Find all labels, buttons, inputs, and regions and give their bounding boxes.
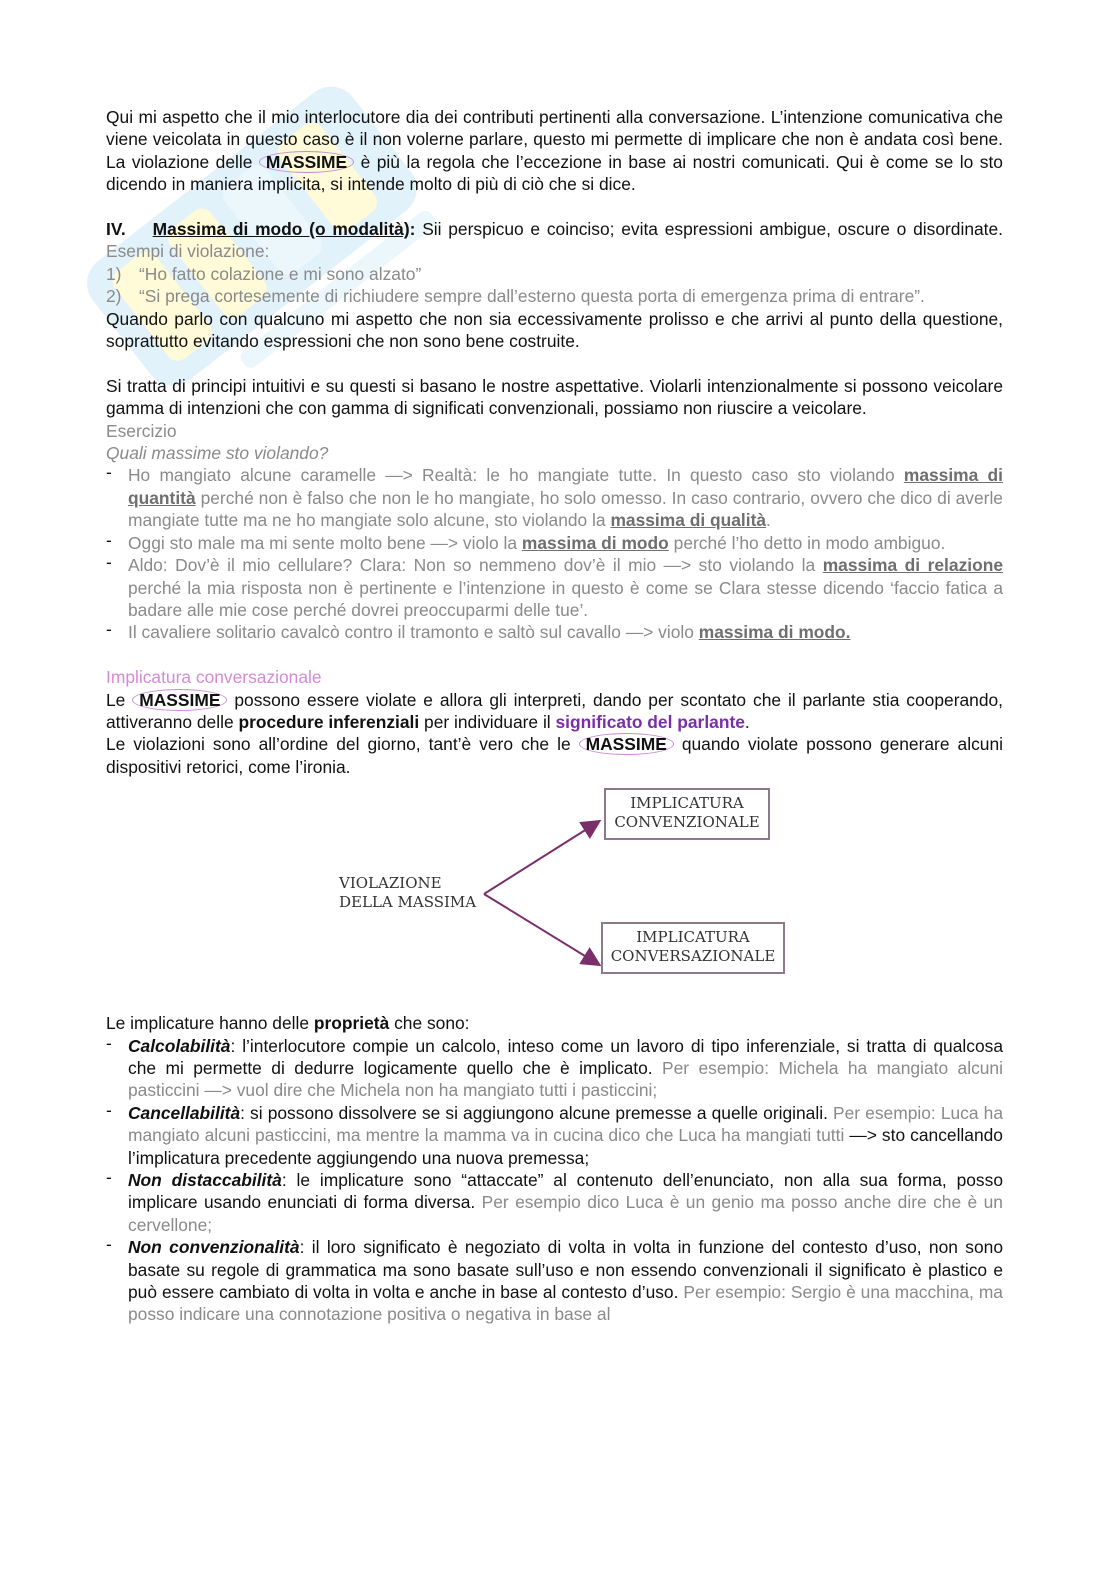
- section-iv-heading: IV. Massima di modo (o modalità): Sii perspicuo e coinciso; evita espressioni ambigue, oscure o disordinate. Esempi di violazione:: [106, 219, 1003, 262]
- properties-list: [106, 1032, 1003, 1326]
- paragraph-principi: Si tratta di principi intuitivi e su questi si basano le nostre aspettative. Violarli intenzionalmente si possono veicolare gamma di intenzioni che con gamma di significati convenzionali, possiamo non riuscire a veicolare.: [106, 375, 1003, 419]
- paragraph-implicatura-1: Le MASSIME possono essere violate e allora gli interpreti, dando per scontato che il parlante stia cooperando, attiveranno delle procedure inferenziali per individuare il significato del parlante.: [106, 689, 1004, 732]
- implicatura-heading: Implicatura conversazionale: [106, 667, 322, 688]
- massime-circled: MASSIME: [579, 733, 674, 755]
- list-item: - Non convenzionalità: il loro significato è negoziato di volta in volta in funzione del contesto d’uso, non sono basate su regole di grammatica ma sono basate sull’uso e non essendo convenzionali il significato è plastico e può essere cambiato di volta in volta e anche in base al contesto d’uso. Per esempio: Sergio è una macchina, ma posso indicare una connotazione positiva o negativa in base al: [106, 1234, 1003, 1325]
- diagram-arrows: [106, 780, 1003, 1008]
- exercise-label: Esercizio: [106, 420, 177, 441]
- list-item: - Ho mangiato alcune caramelle —> Realtà: le ho mangiate tutte. In questo caso sto violando massima di quantità perché non è falso che non le ho mangiate, ho solo omesso. In caso contrario, ovvero che dico di averle mangiate tutte ma ne ho mangiate solo alcune, sto violando la massima di qualità.: [106, 462, 1003, 531]
- list-item: 2) “Si prega cortesemente di richiudere sempre dall’esterno questa porta di emergenza prima di entrare”.: [106, 286, 925, 307]
- diagram-source-label: VIOLAZIONE DELLA MASSIMA: [339, 874, 477, 912]
- massime-circled: MASSIME: [259, 151, 354, 173]
- exercise-list: [106, 464, 1003, 643]
- examples-list: [106, 263, 1003, 308]
- document-page: [106, 106, 1003, 1326]
- arrow-top: [484, 822, 598, 894]
- list-item: - Il cavaliere solitario cavalcò contro il tramonto e saltò sul cavallo —> violo massima di modo.: [106, 619, 851, 643]
- list-item: - Oggi sto male ma mi sente molto bene —> violo la massima di modo perché l’ho detto in modo ambiguo.: [106, 529, 946, 553]
- violazione-diagram: [106, 780, 1003, 1008]
- list-item: - Aldo: Dov’è il mio cellulare? Clara: Non so nemmeno dov’è il mio —> sto violando la massima di relazione perché la mia risposta non è pertinente e l’intenzione in questo è come se Clara stesse dicendo ‘faccio fatica a badare alle mie cose perché dovrei preoccuparmi delle tue’.: [106, 552, 1004, 620]
- section-number: IV.: [106, 219, 126, 240]
- paragraph-relazione-end: Qui mi aspetto che il mio interlocutore dia dei contributi pertinenti alla conversazione. L’intenzione comunicativa che viene veicolata in questo caso è il non volerne parlare, questo mi permette di implicare che non è andata così bene. La violazione delle MASSIME è più la regola che l’eccezione in base ai nostri comunicati. Qui è come se lo sto dicendo in maniera implicita, si intende molto di più di ciò che si dice.: [106, 107, 1003, 195]
- examples-label: Esempi di violazione:: [106, 241, 270, 262]
- box-implicatura-conversazionale: IMPLICATURA CONVERSAZIONALE: [601, 922, 785, 974]
- box-implicatura-convenzionale: IMPLICATURA CONVENZIONALE: [604, 788, 770, 840]
- massime-circled: MASSIME: [132, 689, 227, 711]
- paragraph-modo-explanation: Quando parlo con qualcuno mi aspetto che non sia eccessivamente prolisso e che arrivi al punto della questione, soprattutto evitando espressioni che non sono bene costruite.: [106, 308, 1003, 352]
- significato-del-parlante: significato del parlante: [555, 711, 745, 732]
- exercise-question: Quali massime sto violando?: [106, 443, 329, 464]
- properties-intro: Le implicature hanno delle proprietà che sono:: [106, 1013, 470, 1034]
- list-item: - Cancellabilità: si possono dissolvere se si aggiungono alcune premesse a quelle originali. Per esempio: Luca ha mangiato alcuni pasticcini, ma mentre la mamma va in cucina dico che Luca ha mangiati tutti —> sto cancellando l’implicatura precedente aggiungendo una nuova premessa;: [106, 1099, 1003, 1168]
- list-item: 1) “Ho fatto colazione e mi sono alzato”: [106, 263, 422, 284]
- section-title: Massima di modo (o modalità): [152, 219, 410, 240]
- list-item: - Calcolabilità: l’interlocutore compie un calcolo, inteso come un lavoro di tipo inferenziale, si tratta di qualcosa che mi permette di dedurre logicamente quello che è implicato. Per esempio: Michela ha mangiato alcuni pasticcini —> vuol dire che Michela non ha mangiato tutti i pasticcini;: [106, 1032, 1003, 1101]
- list-item: - Non distaccabilità: le implicature sono “attaccate” al contenuto dell’enunciato, non alla sua forma, posso implicare usando enunciati di forma diversa. Per esempio dico Luca è un genio ma posso anche dire che è un cervellone;: [106, 1166, 1003, 1235]
- paragraph-implicatura-2: Le violazioni sono all’ordine del giorno, tant’è vero che le MASSIME quando violate possono generare alcuni dispositivi retorici, come l’ironia.: [106, 734, 1003, 777]
- arrow-bottom: [484, 894, 598, 964]
